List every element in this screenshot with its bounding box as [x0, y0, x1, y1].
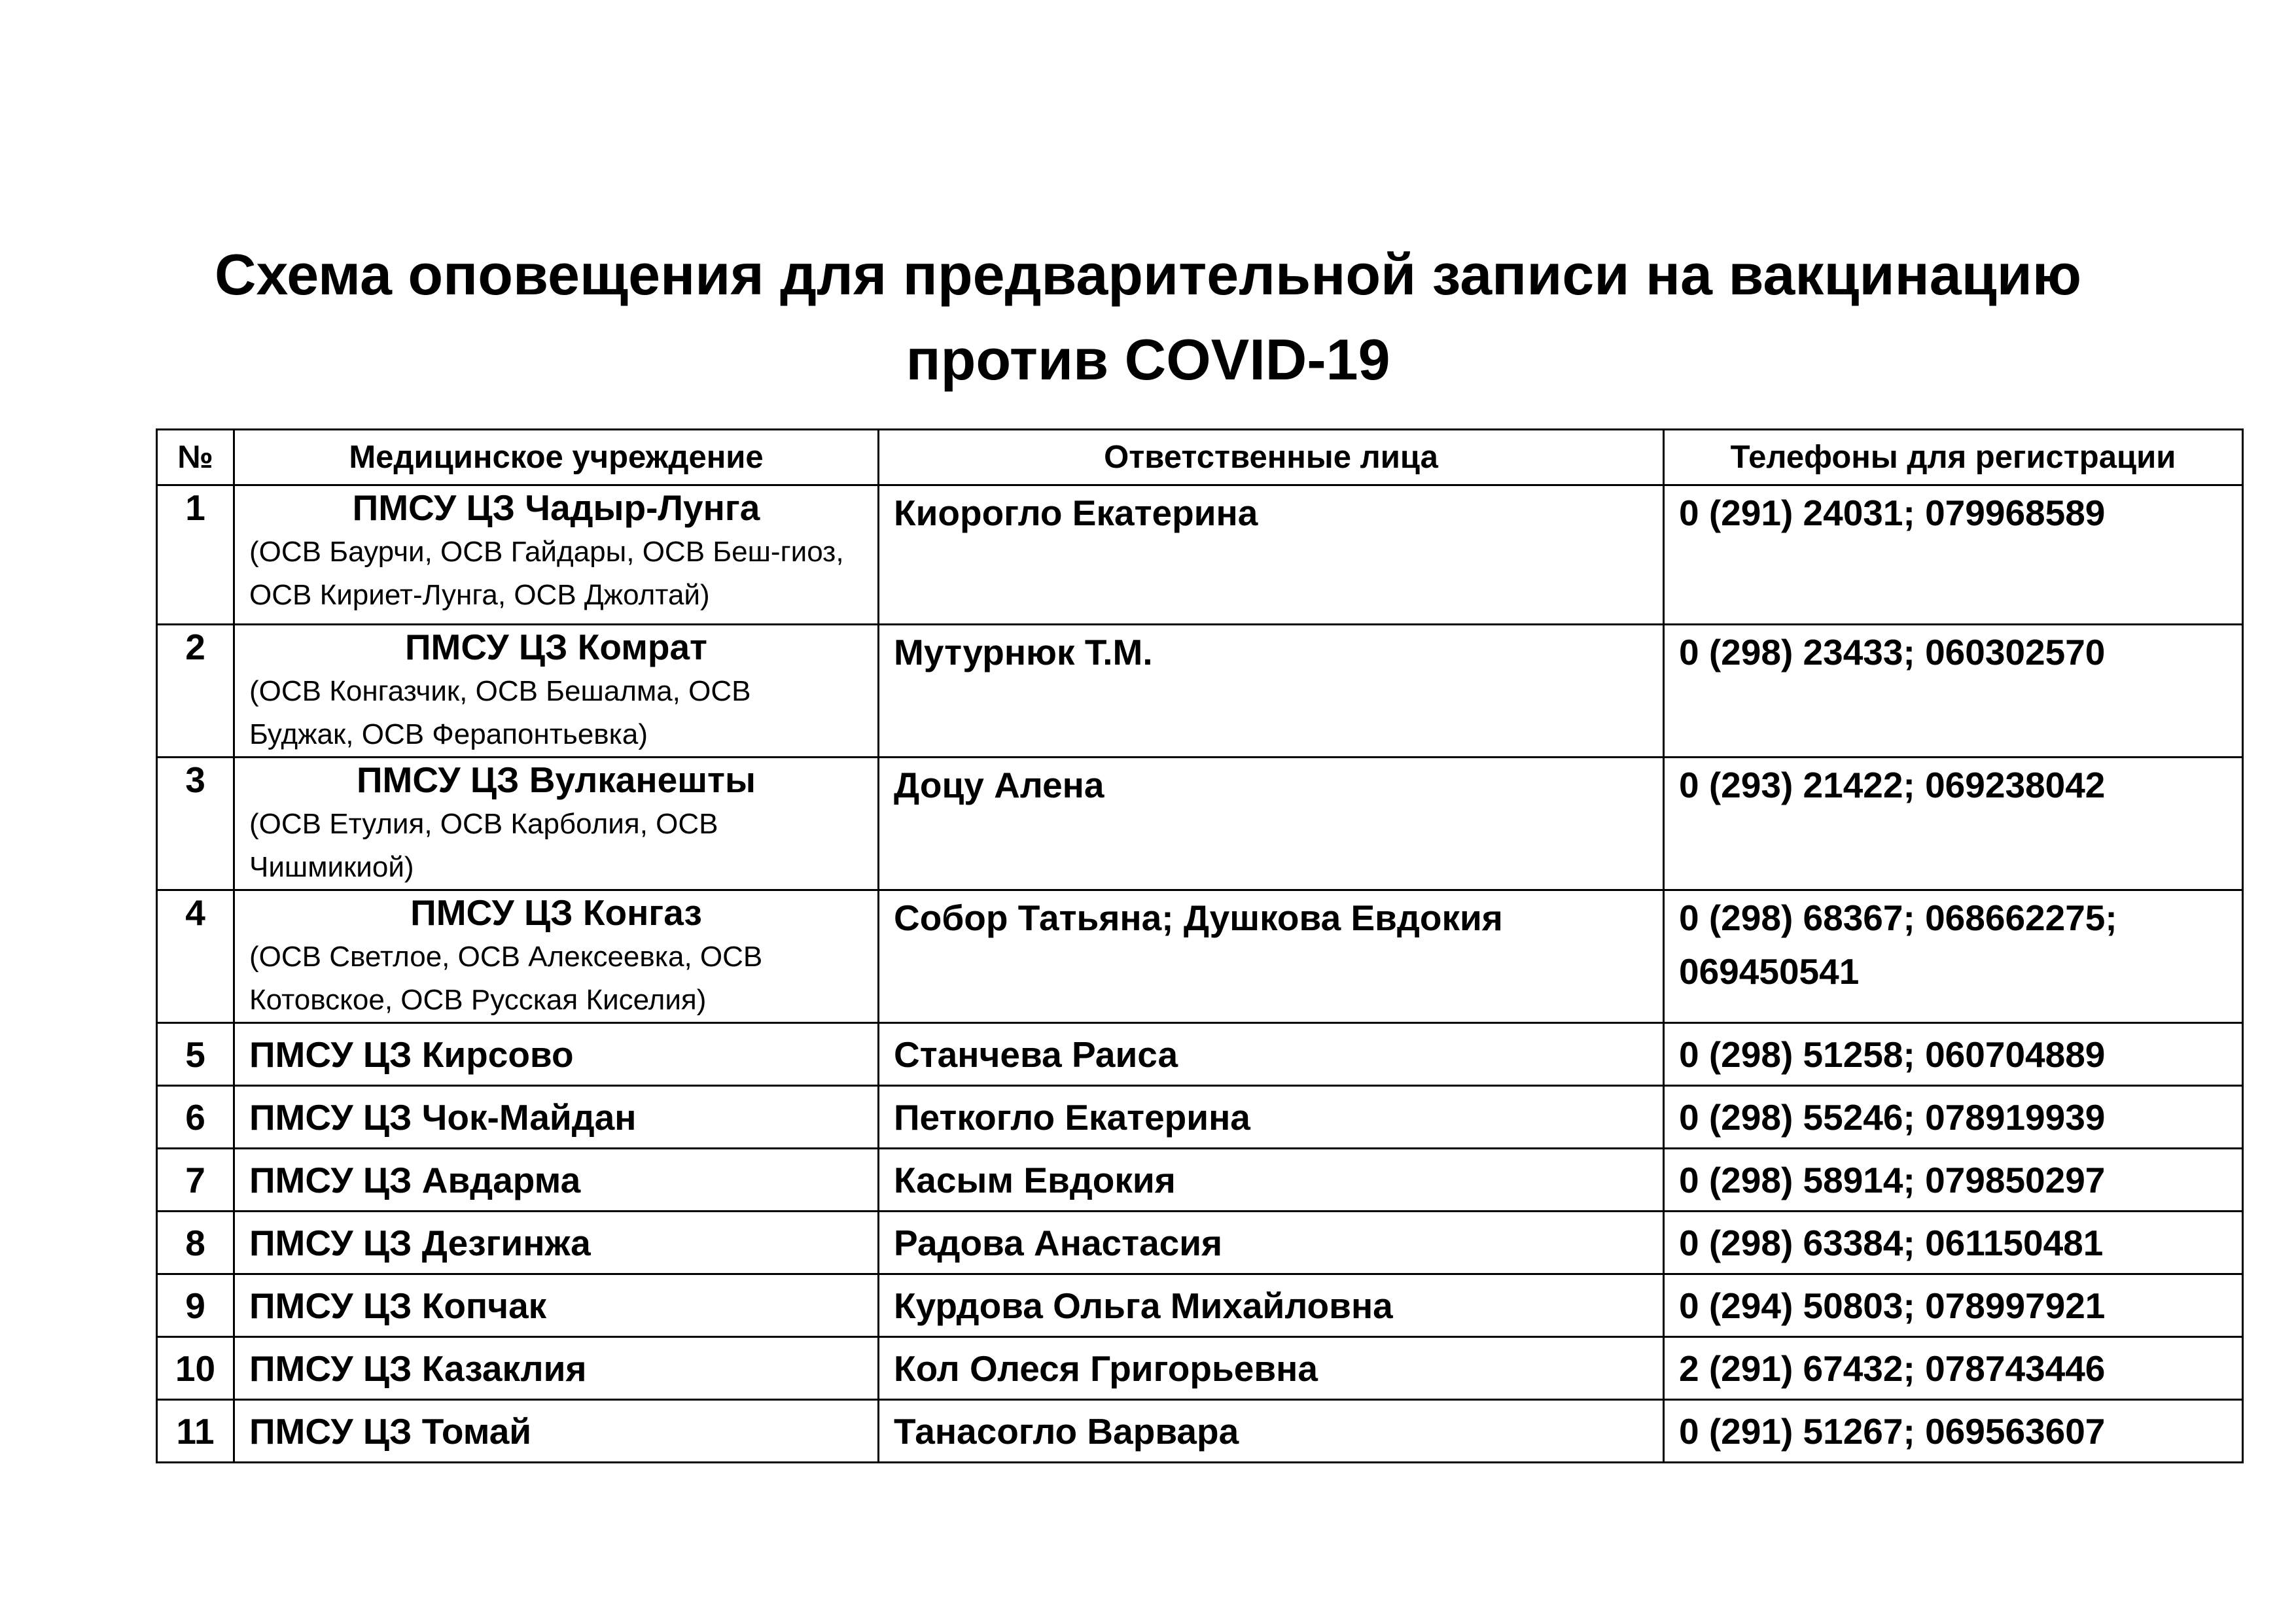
row-number: 6: [157, 1086, 234, 1149]
table-row: [157, 1086, 2243, 1149]
vaccination-contacts-table: [156, 428, 2244, 1463]
institution-cell: [234, 625, 879, 758]
registration-phones: 0 (298) 55246; 078919939: [1664, 1086, 2243, 1149]
header-institution: Медицинское учреждение: [234, 430, 879, 485]
table-row: [157, 1337, 2243, 1400]
institution-cell: [234, 890, 879, 1023]
institution-name: ПМСУ ЦЗ Томай: [249, 1411, 532, 1452]
header-number: №: [157, 430, 234, 485]
institution-subdivisions: (ОСВ Баурчи, ОСВ Гайдары, ОСВ Беш-гиоз, ОСВ Кириет-Лунга, ОСВ Джолтай): [249, 536, 844, 611]
responsible-person: Мутурнюк Т.М.: [879, 625, 1664, 758]
institution-name: ПМСУ ЦЗ Чок-Майдан: [249, 1097, 637, 1138]
title-line-1: Схема оповещения для предварительной записи на вакцинацию: [214, 242, 2082, 307]
registration-phones: 0 (291) 24031; 079968589: [1664, 485, 2243, 625]
header-responsible: Ответственные лица: [879, 430, 1664, 485]
table-row: [157, 1274, 2243, 1337]
row-number: 9: [157, 1274, 234, 1337]
header-phones: Телефоны для регистрации: [1664, 430, 2243, 485]
row-number: 10: [157, 1337, 234, 1400]
institution-name: ПМСУ ЦЗ Чадыр-Лунга: [352, 487, 760, 528]
registration-phones: 0 (298) 23433; 060302570: [1664, 625, 2243, 758]
institution-cell: [234, 1212, 879, 1274]
row-number: 8: [157, 1212, 234, 1274]
row-number: 5: [157, 1023, 234, 1086]
responsible-person: Радова Анастасия: [879, 1212, 1664, 1274]
registration-phones: 0 (298) 58914; 079850297: [1664, 1149, 2243, 1212]
table-row: [157, 758, 2243, 890]
document-title: [0, 232, 2296, 402]
registration-phones: 2 (291) 67432; 078743446: [1664, 1337, 2243, 1400]
responsible-person: Танасогло Варвара: [879, 1400, 1664, 1463]
registration-phones: 0 (294) 50803; 078997921: [1664, 1274, 2243, 1337]
table-row: [157, 625, 2243, 758]
table-header-row: [157, 430, 2243, 485]
institution-name: ПМСУ ЦЗ Кирсово: [249, 1034, 574, 1075]
row-number: 11: [157, 1400, 234, 1463]
institution-cell: [234, 758, 879, 890]
responsible-person: Киорогло Екатерина: [879, 485, 1664, 625]
responsible-person: Петкогло Екатерина: [879, 1086, 1664, 1149]
row-number: 3: [157, 758, 234, 890]
registration-phones: 0 (298) 68367; 068662275; 069450541: [1664, 890, 2243, 1023]
institution-subdivisions: (ОСВ Светлое, ОСВ Алексеевка, ОСВ Котовское, ОСВ Русская Киселия): [249, 941, 763, 1016]
registration-phones: 0 (298) 51258; 060704889: [1664, 1023, 2243, 1086]
institution-name: ПМСУ ЦЗ Копчак: [249, 1285, 547, 1326]
table-row: [157, 1149, 2243, 1212]
institution-cell: [234, 485, 879, 625]
registration-phones: 0 (291) 51267; 069563607: [1664, 1400, 2243, 1463]
institution-cell: [234, 1086, 879, 1149]
institution-name: ПМСУ ЦЗ Вулканешты: [357, 759, 756, 800]
title-line-2: против COVID-19: [906, 327, 1390, 392]
institution-cell: [234, 1274, 879, 1337]
row-number: 1: [157, 485, 234, 625]
institution-cell: [234, 1149, 879, 1212]
responsible-person: Кол Олеся Григорьевна: [879, 1337, 1664, 1400]
institution-name: ПМСУ ЦЗ Казаклия: [249, 1348, 587, 1389]
institution-cell: [234, 1337, 879, 1400]
table-row: [157, 1212, 2243, 1274]
table-row: [157, 1023, 2243, 1086]
table-row: [157, 1400, 2243, 1463]
responsible-person: Станчева Раиса: [879, 1023, 1664, 1086]
registration-phones: 0 (298) 63384; 061150481: [1664, 1212, 2243, 1274]
institution-subdivisions: (ОСВ Етулия, ОСВ Карболия, ОСВ Чишмикиой): [249, 808, 718, 883]
institution-cell: [234, 1023, 879, 1086]
institution-name: ПМСУ ЦЗ Комрат: [405, 627, 707, 667]
institution-name: ПМСУ ЦЗ Конгаз: [410, 892, 702, 933]
responsible-person: Касым Евдокия: [879, 1149, 1664, 1212]
table-row: [157, 485, 2243, 625]
institution-subdivisions: (ОСВ Конгазчик, ОСВ Бешалма, ОСВ Буджак, ОСВ Ферапонтьевка): [249, 675, 751, 750]
responsible-person: Курдова Ольга Михайловна: [879, 1274, 1664, 1337]
institution-name: ПМСУ ЦЗ Дезгинжа: [249, 1223, 591, 1263]
table-row: [157, 890, 2243, 1023]
responsible-person: Собор Татьяна; Душкова Евдокия: [879, 890, 1664, 1023]
responsible-person: Доцу Алена: [879, 758, 1664, 890]
institution-cell: [234, 1400, 879, 1463]
row-number: 7: [157, 1149, 234, 1212]
row-number: 2: [157, 625, 234, 758]
row-number: 4: [157, 890, 234, 1023]
institution-name: ПМСУ ЦЗ Авдарма: [249, 1160, 581, 1200]
registration-phones: 0 (293) 21422; 069238042: [1664, 758, 2243, 890]
